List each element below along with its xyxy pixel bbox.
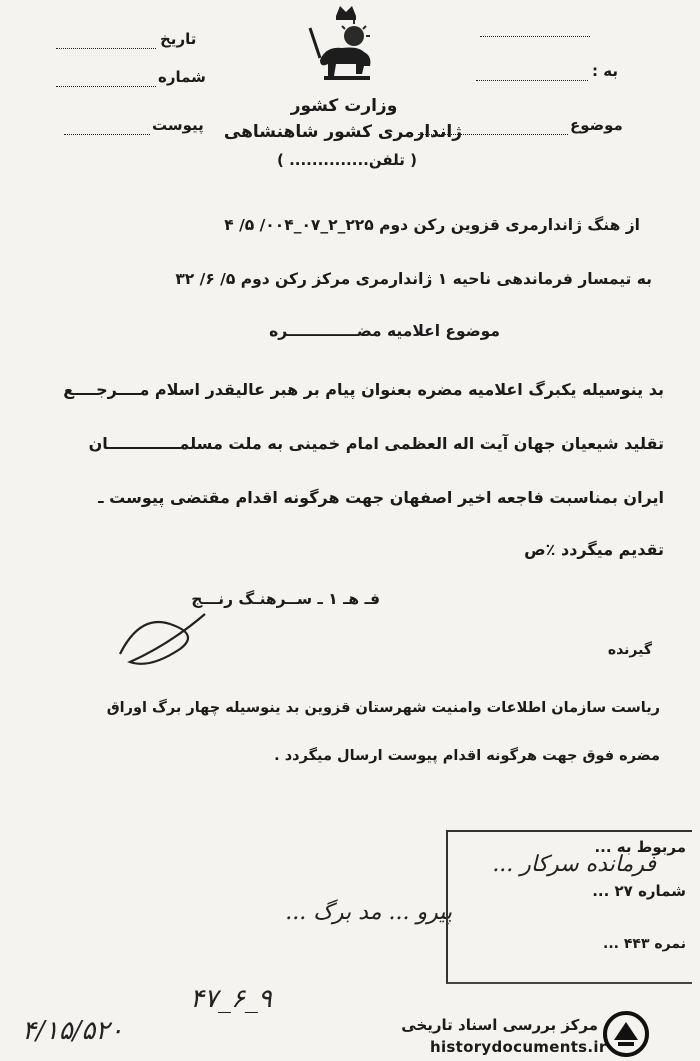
from-line: از هنگ ژاندارمری قزوین رکن دوم ۲۲۵_۲_۰۷_۰۰۴/ ۵/ ۴ (224, 216, 640, 234)
signature-line: فـ هـ ۱ ـ ســرهنـگ رنـــج (191, 590, 380, 608)
stamp-line-1: مربوط به ... (594, 838, 686, 856)
body-line-3: ایران بمناسبت فاجعه اخیر اصفهان جهت هرگونه اقدام مقتضی پیوست ـ (98, 488, 664, 507)
stamp-line-3: نمره ۴۴۳ ... (603, 936, 686, 952)
top-right-line (480, 36, 590, 37)
handwritten-reference: ۴/۱۵/۵۲۰ (22, 1016, 124, 1046)
handwritten-note-1: فرمانده سرکار ... (492, 852, 656, 877)
date-label: تاریخ (160, 30, 197, 48)
date-line (56, 48, 156, 49)
archive-logo-icon (602, 1010, 650, 1058)
attachment-label: پیوست (152, 116, 204, 134)
ministry-title: وزارت کشور (290, 96, 398, 116)
attachment-line (64, 134, 150, 135)
handwritten-note-2: پیرو ... مد برگ ... (285, 900, 452, 925)
watermark-title: مرکز بررسی اسناد تاریخی (401, 1016, 598, 1034)
number-line (56, 86, 156, 87)
body-line-1: بد ینوسیله یکبرگ اعلامیه مضره بعنوان پیام بر هبر عالیقدر اسلام مــــرجــــع (63, 380, 664, 399)
subject-line: موضوع اعلامیه مضـــــــــــــره (269, 322, 500, 340)
watermark-url: historydocuments.ir (430, 1038, 607, 1056)
recipient-line-2: مضره فوق جهت هرگونه اقدام پیوست ارسال میگردد . (274, 748, 660, 764)
subject-label: موضوع (570, 116, 623, 134)
to-recipient-line: به تیمسار فرماندهی ناحیه ۱ ژاندارمری مرکز رکن دوم ۵/ ۶/ ۳۲ (175, 270, 652, 288)
to-label: به : (592, 62, 618, 80)
body-line-2: تقلید شیعیان جهان آیت اله العظمی امام خمینی به ملت مسلمـــــــــــــان (88, 434, 664, 453)
recipient-line-1: ریاست سازمان اطلاعات وامنیت شهرستان قزوین بد ینوسیله چهار برگ اوراق (106, 700, 660, 716)
handwritten-date: ۹_۶_۴۷ (190, 984, 272, 1014)
signature-scribble-icon (110, 594, 230, 674)
stamp-line-2: شماره ۲۷ ... (592, 882, 686, 900)
gendarmerie-title: ژاندارمری کشور شاهنشاهی (223, 122, 462, 142)
received-stamp (446, 830, 692, 984)
phone-line: ( تلفن.............. ) (277, 151, 417, 169)
recipient-label: گیرنده (607, 642, 652, 658)
lion-and-sun-emblem-icon (306, 2, 386, 86)
body-line-4: تقدیم میگردد ٪ص (524, 540, 664, 559)
number-label: شماره (158, 68, 206, 86)
to-line (476, 80, 588, 81)
